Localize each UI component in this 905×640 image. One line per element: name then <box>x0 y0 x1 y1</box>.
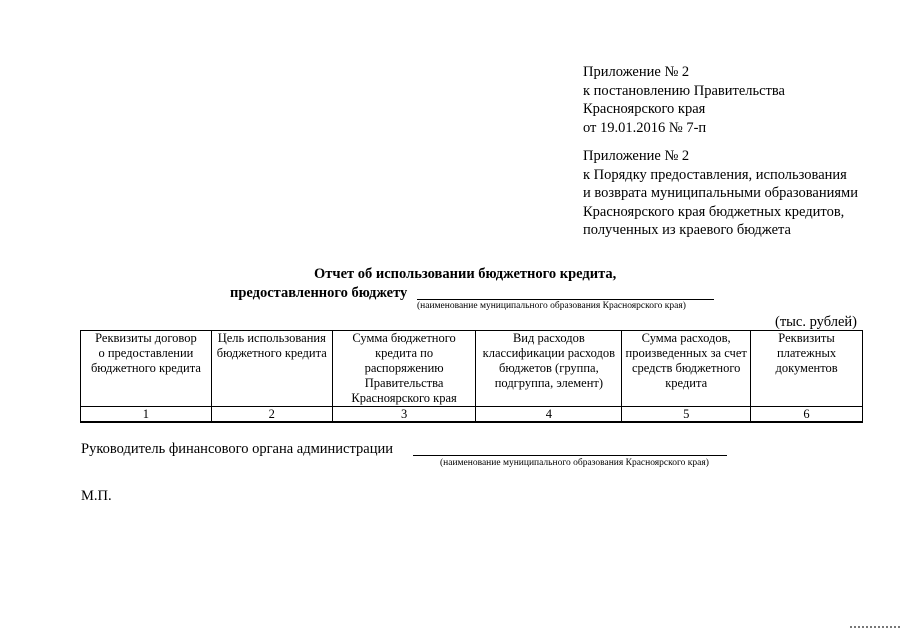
column-number: 3 <box>332 407 476 423</box>
header-line: классификации расходов <box>482 346 616 360</box>
report-title: Отчет об использовании бюджетного кредита, <box>314 266 617 282</box>
appendix-line: Красноярского края бюджетных кредитов, <box>583 203 845 220</box>
signature-label: Руководитель финансового органа администрации <box>81 441 393 457</box>
header-line: кредита <box>665 376 708 390</box>
column-number: 1 <box>81 407 212 423</box>
header-line: Цель использования <box>217 331 326 345</box>
header-line: средств бюджетного <box>631 361 741 375</box>
header-line: Реквизиты <box>778 331 835 345</box>
column-header-contract-details <box>81 331 212 407</box>
appendix-reference-government-decree <box>583 63 785 137</box>
signature-caption: (наименование муниципального образования Красноярского края) <box>440 458 709 468</box>
table-header-row <box>81 331 863 407</box>
appendix-line: Приложение № 2 <box>583 148 690 164</box>
appendix-line: от 19.01.2016 № 7-п <box>583 119 707 136</box>
header-line: Сумма бюджетного <box>352 331 456 345</box>
appendix-line: полученных из краевого бюджета <box>583 222 791 238</box>
header-line: Красноярского края <box>351 391 457 405</box>
appendix-line: Приложение № 2 <box>583 64 690 80</box>
header-line: Сумма расходов, <box>641 331 731 345</box>
header-line: о предоставлении <box>98 346 194 360</box>
stamp-place-label: М.П. <box>81 488 112 504</box>
scan-artifact-mark <box>850 626 900 630</box>
header-line: бюджетов (группа, <box>499 361 599 375</box>
column-header-purpose <box>211 331 332 407</box>
appendix-line: к постановлению Правительства <box>583 82 785 99</box>
appendix-line: и возврата муниципальными образованиями <box>583 185 858 201</box>
appendix-reference-procedure <box>583 147 858 240</box>
column-header-expenses-amount <box>622 331 751 407</box>
column-number: 4 <box>476 407 622 423</box>
units-label: (тыс. рублей) <box>775 314 857 330</box>
table-number-row <box>81 407 863 423</box>
column-number: 2 <box>211 407 332 423</box>
budget-name-caption: (наименование муниципального образования Красноярского края) <box>417 301 686 311</box>
header-line: платежных <box>776 346 837 360</box>
appendix-line: к Порядку предоставления, использования <box>583 166 847 183</box>
column-number: 5 <box>622 407 751 423</box>
column-header-expense-type <box>476 331 622 407</box>
report-table <box>80 330 863 423</box>
column-header-credit-amount <box>332 331 476 407</box>
report-title-budget: предоставленного бюджету <box>230 285 408 301</box>
column-header-payment-documents <box>751 331 863 407</box>
header-line: бюджетного кредита <box>90 361 201 375</box>
header-line: документов <box>775 361 838 375</box>
appendix-line: Красноярского края <box>583 101 706 117</box>
header-line: Реквизиты договор <box>95 331 197 345</box>
column-number: 6 <box>751 407 863 423</box>
header-line: бюджетного кредита <box>216 346 327 360</box>
header-line: Вид расходов <box>512 331 585 345</box>
header-line: Правительства <box>364 376 444 390</box>
header-line: подгруппа, элемент) <box>494 376 604 390</box>
header-line: произведенных за счет <box>625 346 747 360</box>
header-line: кредита по распоряжению <box>364 346 444 375</box>
signature-blank-line <box>413 455 727 456</box>
budget-name-blank-line <box>417 299 714 300</box>
